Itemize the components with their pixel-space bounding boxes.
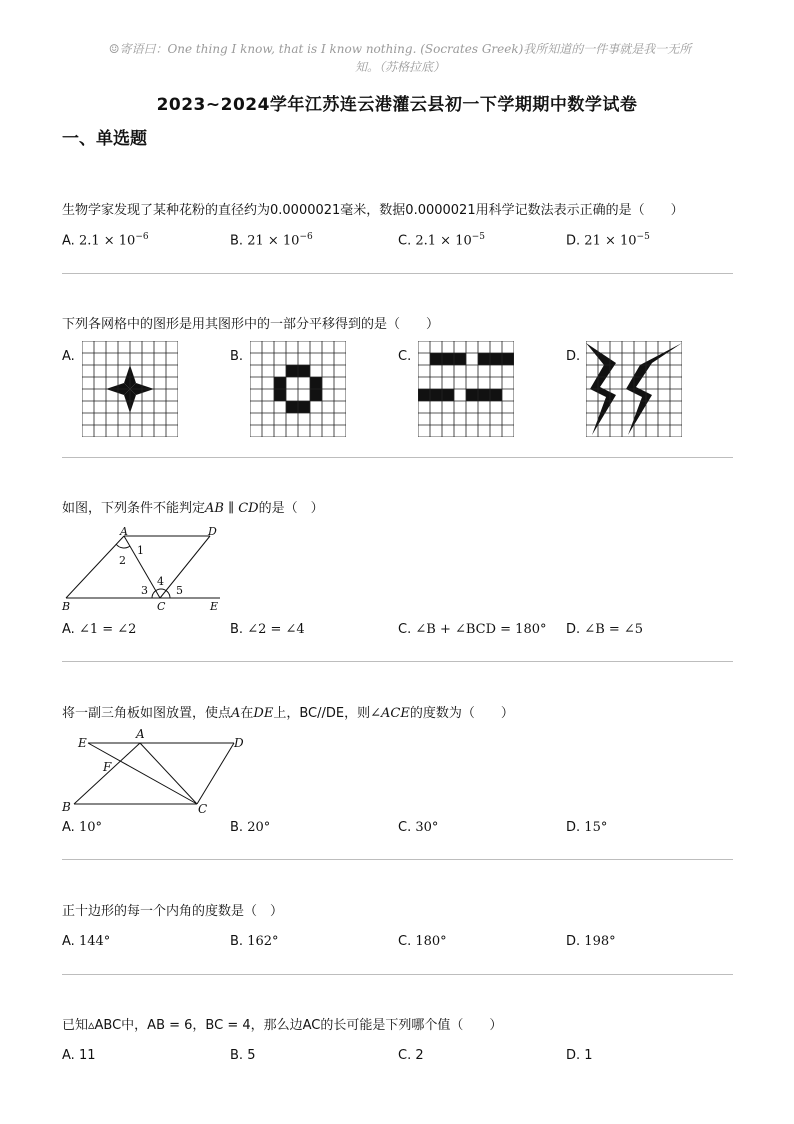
option-label: D. xyxy=(566,349,581,364)
options-row xyxy=(62,232,734,254)
point-label: B xyxy=(62,600,71,613)
stem-math: ∠ACE xyxy=(370,706,410,721)
option-label: D. xyxy=(566,233,581,249)
option-label: A. xyxy=(62,233,75,249)
option-a[interactable] xyxy=(62,232,149,248)
option-text: 2.1 × 10 xyxy=(78,233,136,249)
question-2 xyxy=(62,316,734,334)
option-label: B. xyxy=(230,349,244,364)
question-stem xyxy=(62,705,734,723)
option-d[interactable] xyxy=(566,934,616,949)
point-label: A xyxy=(120,526,128,538)
stem-text: 如图，下列条件不能判定 xyxy=(62,501,206,516)
divider xyxy=(62,661,733,662)
stem-text: 上，BC//DE，则 xyxy=(273,706,371,721)
option-label: C. xyxy=(398,233,412,249)
line-dc xyxy=(197,743,234,804)
angle-label: 5 xyxy=(176,584,183,597)
divider xyxy=(62,273,733,274)
option-exponent: −6 xyxy=(299,232,313,242)
option-b[interactable] xyxy=(230,820,270,835)
option-label: C. xyxy=(398,622,412,637)
angle-label: 4 xyxy=(157,575,164,588)
point-label: F xyxy=(103,760,112,774)
option-label: C. xyxy=(398,349,412,364)
option-label: B. xyxy=(230,233,244,249)
option-text: 5 xyxy=(247,1048,256,1063)
stem-math: AB ∥ CD xyxy=(205,501,259,516)
motto-line-1: ☺寄语曰：One thing I know, that is I know nothing. (Socrates Greek)我所知道的一件事就是我一无所 xyxy=(108,42,692,56)
option-c[interactable] xyxy=(398,820,438,835)
point-label: B xyxy=(62,800,71,814)
option-label: D. xyxy=(566,820,581,835)
grid-figure-d xyxy=(586,341,682,437)
option-text: 21 × 10 xyxy=(247,233,300,249)
option-label: B. xyxy=(230,934,244,949)
angle-label: 3 xyxy=(141,584,148,597)
grid-options-row xyxy=(62,341,734,441)
option-text: 180° xyxy=(415,934,447,949)
option-text: 2.1 × 10 xyxy=(415,233,472,249)
option-text: 1 xyxy=(584,1048,593,1063)
question-6 xyxy=(62,1017,734,1070)
point-label: C xyxy=(198,802,208,816)
option-d[interactable] xyxy=(566,1048,593,1063)
line-cd xyxy=(160,536,210,598)
point-label: E xyxy=(210,600,219,613)
line-ab xyxy=(66,536,124,598)
option-label: D. xyxy=(566,622,581,637)
option-text: 30° xyxy=(415,820,439,835)
block xyxy=(466,389,502,401)
stem-math: DE xyxy=(253,706,274,721)
stem-math: A xyxy=(231,706,241,721)
options-row-4 xyxy=(62,820,734,842)
option-text: 10° xyxy=(78,820,102,835)
angle-arc xyxy=(116,544,130,548)
option-label: B. xyxy=(230,820,244,835)
question-3 xyxy=(62,500,734,518)
option-label: B. xyxy=(230,622,244,637)
stem-text: 在 xyxy=(240,706,254,721)
question-4 xyxy=(62,705,734,723)
point-label: E xyxy=(78,736,87,750)
section-heading: 一、单选题 xyxy=(62,129,147,149)
line-ac xyxy=(140,743,197,804)
question-stem xyxy=(62,500,734,518)
option-label: A. xyxy=(62,934,75,949)
option-text: ∠2 = ∠4 xyxy=(247,622,305,637)
option-b[interactable] xyxy=(230,232,313,248)
triangle-board-figure xyxy=(60,727,260,819)
stem-text: 将一副三角板如图放置，使点 xyxy=(62,706,232,721)
option-label: D. xyxy=(566,1048,581,1063)
option-b[interactable] xyxy=(230,622,305,637)
point-label: C xyxy=(157,600,166,613)
option-text: ∠B = ∠5 xyxy=(584,622,644,637)
stem-text: 的度数为（ ） xyxy=(409,706,514,721)
stem-text: 的是（ ） xyxy=(258,501,324,516)
question-stem: 下列各网格中的图形是用其图形中的一部分平移得到的是（ ） xyxy=(62,317,440,332)
parallel-lines-figure xyxy=(60,526,230,616)
option-label: D. xyxy=(566,934,581,949)
option-text: ∠1 = ∠2 xyxy=(78,622,137,637)
option-text: 11 xyxy=(78,1048,96,1063)
options-row xyxy=(62,1048,734,1070)
option-label: C. xyxy=(398,934,412,949)
option-exponent: −5 xyxy=(636,232,650,242)
question-1 xyxy=(62,202,734,254)
option-c[interactable] xyxy=(398,1048,424,1063)
option-c[interactable] xyxy=(398,232,485,248)
option-text: 2 xyxy=(415,1048,424,1063)
option-exponent: −6 xyxy=(135,232,149,242)
option-label: A. xyxy=(62,349,75,364)
option-label: C. xyxy=(398,1048,412,1063)
option-a[interactable] xyxy=(62,934,110,949)
motto-line-2: 知。（苏格拉底） xyxy=(354,60,445,74)
option-a[interactable] xyxy=(62,622,136,637)
option-b[interactable] xyxy=(230,934,279,949)
option-d[interactable] xyxy=(566,820,607,835)
angle-label: 1 xyxy=(137,544,144,557)
divider xyxy=(62,974,733,975)
options-row-3 xyxy=(62,622,734,644)
question-stem: 正十边形的每一个内角的度数是（ ） xyxy=(62,904,284,919)
options-row xyxy=(62,934,734,956)
option-text: 144° xyxy=(78,934,111,949)
option-text: 198° xyxy=(584,934,616,949)
block xyxy=(430,353,466,365)
option-text: 15° xyxy=(584,820,608,835)
option-label: C. xyxy=(398,820,412,835)
point-label: D xyxy=(234,736,244,750)
option-d[interactable] xyxy=(566,232,650,248)
option-c[interactable] xyxy=(398,934,447,949)
option-text: 21 × 10 xyxy=(584,233,637,249)
grid-figure-a xyxy=(82,341,178,437)
option-label: A. xyxy=(62,1048,75,1063)
option-label: B. xyxy=(230,1048,244,1063)
option-text: 20° xyxy=(247,820,271,835)
option-c[interactable] xyxy=(398,622,547,637)
block xyxy=(478,353,514,365)
option-a[interactable] xyxy=(62,820,102,835)
grid-figure-c xyxy=(418,341,514,437)
option-text: 162° xyxy=(247,934,279,949)
point-label: D xyxy=(208,526,217,538)
option-label: A. xyxy=(62,622,75,637)
question-stem: 已知▵ABC中，AB = 6，BC = 4，那么边AC的长可能是下列哪个值（ ） xyxy=(62,1018,503,1033)
motto xyxy=(40,40,760,76)
question-stem: 生物学家发现了某种花粉的直径约为0.0000021毫米，数据0.0000021用科学记数法表示正确的是（ ） xyxy=(62,203,684,218)
question-5 xyxy=(62,903,734,956)
divider xyxy=(62,859,733,860)
option-label: A. xyxy=(62,820,75,835)
option-b[interactable] xyxy=(230,1048,255,1063)
point-label: A xyxy=(136,727,145,741)
block xyxy=(418,389,454,401)
option-exponent: −5 xyxy=(471,232,486,242)
divider xyxy=(62,457,733,458)
page-title: 2023~2024学年江苏连云港灌云县初一下学期期中数学试卷 xyxy=(156,95,638,115)
grid-figure-b xyxy=(250,341,346,437)
option-d[interactable] xyxy=(566,622,643,637)
angle-label: 2 xyxy=(119,554,126,567)
option-text: ∠B + ∠BCD = 180° xyxy=(415,622,547,637)
option-a[interactable] xyxy=(62,1048,95,1063)
